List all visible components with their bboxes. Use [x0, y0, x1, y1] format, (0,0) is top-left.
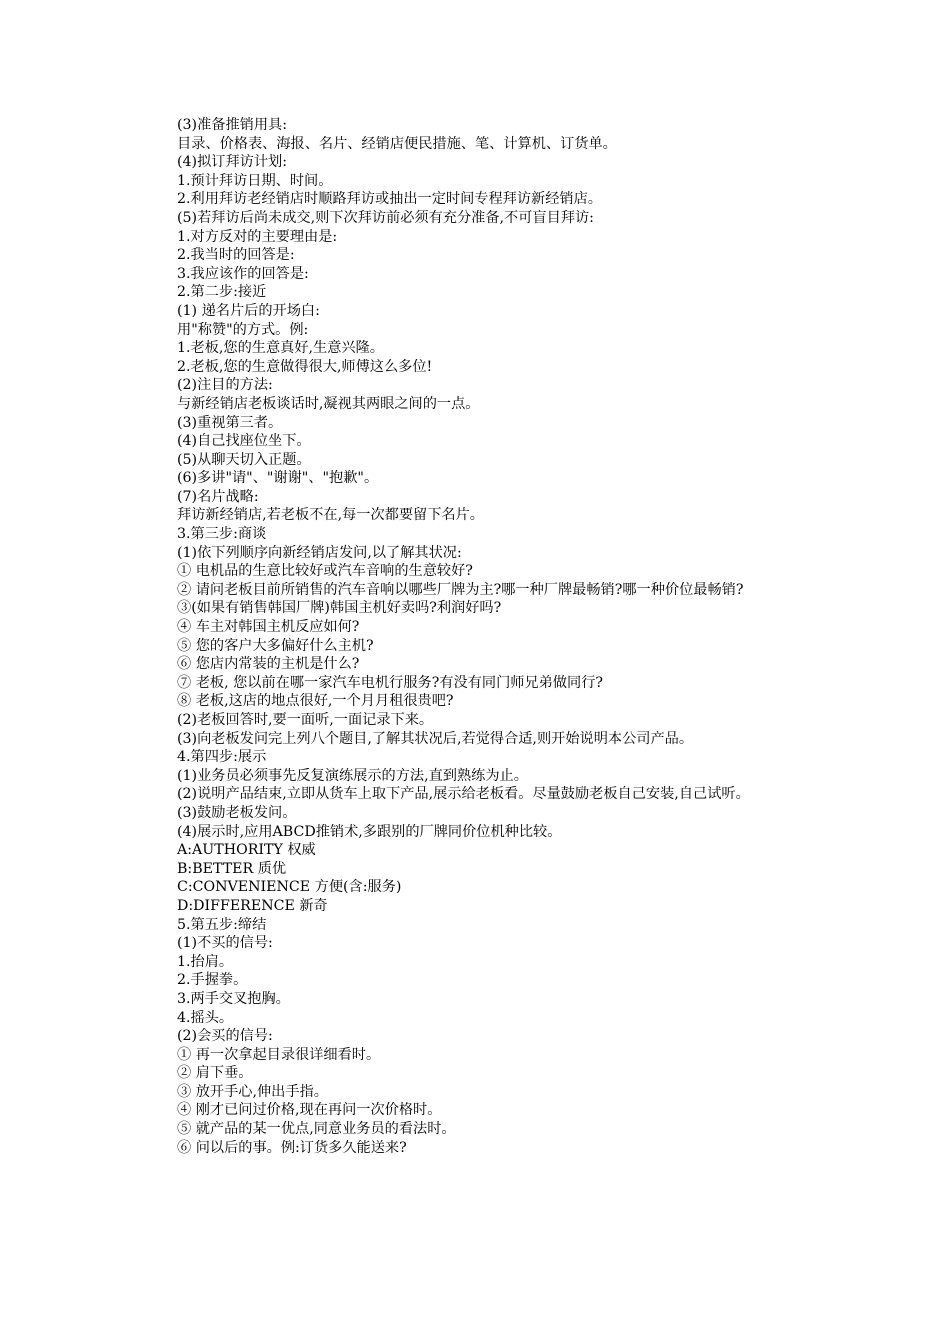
text-line: D:DIFFERENCE 新奇: [177, 897, 328, 914]
text-paragraph: ② 请问老板目前所销售的汽车音响以哪些厂牌为主?哪一种厂牌最畅销?哪一种价位最畅销?: [177, 581, 744, 598]
text-line: 2.老板,您的生意做得很大,师傅这么多位!: [177, 358, 433, 375]
document-body: [144, 116, 814, 1157]
text-line: (1) 递名片后的开场白:: [177, 302, 320, 319]
text-line: 2.利用拜访老经销店时顺路拜访或抽出一定时间专程拜访新经销店。: [177, 191, 602, 208]
text-line: ② 肩下垂。: [177, 1065, 253, 1082]
text-line: 目录、价格表、海报、名片、经销店便民措施、笔、计算机、订货单。: [177, 135, 617, 152]
text-line: 2.手握拳。: [177, 972, 248, 989]
text-line: ④ 车主对韩国主机反应如何?: [177, 619, 360, 636]
text-line: (4)自己找座位坐下。: [177, 433, 311, 450]
section-heading: 4.第四步:展示: [177, 749, 267, 766]
text-line: 4.摇头。: [177, 1009, 234, 1026]
text-line: ⑦ 老板, 您以前在哪一家汽车电机行服务?有没有同门师兄弟做同行?: [177, 674, 603, 691]
text-line: 与新经销店老板谈话时,凝视其两眼之间的一点。: [177, 395, 480, 412]
text-line: ③ 放开手心,伸出手指。: [177, 1083, 328, 1100]
text-line: ① 电机品的生意比较好或汽车音响的生意较好?: [177, 563, 473, 580]
section-heading: 3.第三步:商谈: [177, 526, 267, 543]
text-line: 用"称赞"的方式。例:: [177, 321, 309, 338]
text-line: A:AUTHORITY 权威: [177, 842, 316, 859]
text-line: (4)展示时,应用ABCD推销术,多跟别的厂牌同价位机种比较。: [177, 823, 562, 840]
text-line: (1)不买的信号:: [177, 935, 273, 952]
text-line: (2)注目的方法:: [177, 377, 273, 394]
text-line: (5)从聊天切入正题。: [177, 451, 311, 468]
text-line: (7)名片战略:: [177, 488, 259, 505]
text-line: C:CONVENIENCE 方便(含:服务): [177, 879, 402, 896]
text-line: (3)准备推销用具:: [177, 117, 288, 133]
section-heading: 5.第五步:缔结: [177, 916, 267, 933]
text-paragraph: (2)说明产品结束,立即从货车上取下产品,展示给老板看。尽量鼓励老板自己安装,自己试听。: [177, 786, 750, 803]
text-line: (1)业务员必须事先反复演练展示的方法,直到熟练为止。: [177, 767, 528, 784]
text-line: (4)拟订拜访计划:: [177, 154, 288, 171]
text-line: 3.我应该作的回答是:: [177, 265, 309, 282]
text-line: (3)向老板发问完上列八个题目,了解其状况后,若觉得合适,则开始说明本公司产品。: [177, 730, 694, 747]
text-line: 1.预计拜访日期、时间。: [177, 172, 333, 189]
text-line: (2)会买的信号:: [177, 1028, 273, 1045]
section-heading: 2.第二步:接近: [177, 284, 267, 301]
text-line: 拜访新经销店,若老板不在,每一次都要留下名片。: [177, 507, 484, 524]
text-line: ③(如果有销售韩国厂牌)韩国主机好卖吗?利润好吗?: [177, 600, 502, 617]
text-line: (3)鼓励老板发问。: [177, 804, 297, 821]
text-line: ⑤ 就产品的某一优点,同意业务员的看法时。: [177, 1121, 456, 1138]
text-line: B:BETTER 质优: [177, 860, 287, 877]
text-line: (3)重视第三者。: [177, 414, 283, 431]
text-line: 2.我当时的回答是:: [177, 247, 295, 264]
text-line: 1.对方反对的主要理由是:: [177, 228, 338, 245]
text-line: (6)多讲"请"、"谢谢"、"抱歉"。: [177, 470, 379, 487]
text-line: ⑤ 您的客户大多偏好什么主机?: [177, 637, 374, 654]
text-line: 1.抬肩。: [177, 953, 234, 970]
text-line: ① 再一次拿起目录很详细看时。: [177, 1046, 381, 1063]
text-line: 3.两手交叉抱胸。: [177, 990, 290, 1007]
text-line: ④ 刚才已问过价格,现在再问一次价格时。: [177, 1102, 442, 1119]
text-line: ⑥ 您店内常装的主机是什么?: [177, 656, 360, 673]
text-line: (5)若拜访后尚未成交,则下次拜访前必须有充分准备,不可盲目拜访:: [177, 209, 594, 226]
text-line: (2)老板回答时,要一面听,一面记录下来。: [177, 712, 434, 728]
text-line: ⑥ 问以后的事。例:订货多久能送来?: [177, 1139, 407, 1156]
text-line: ⑧ 老板,这店的地点很好,一个月月租很贵吧?: [177, 693, 454, 710]
text-line: (1)依下列顺序向新经销店发问,以了解其状况:: [177, 544, 462, 561]
text-line: 1.老板,您的生意真好,生意兴隆。: [177, 340, 384, 357]
